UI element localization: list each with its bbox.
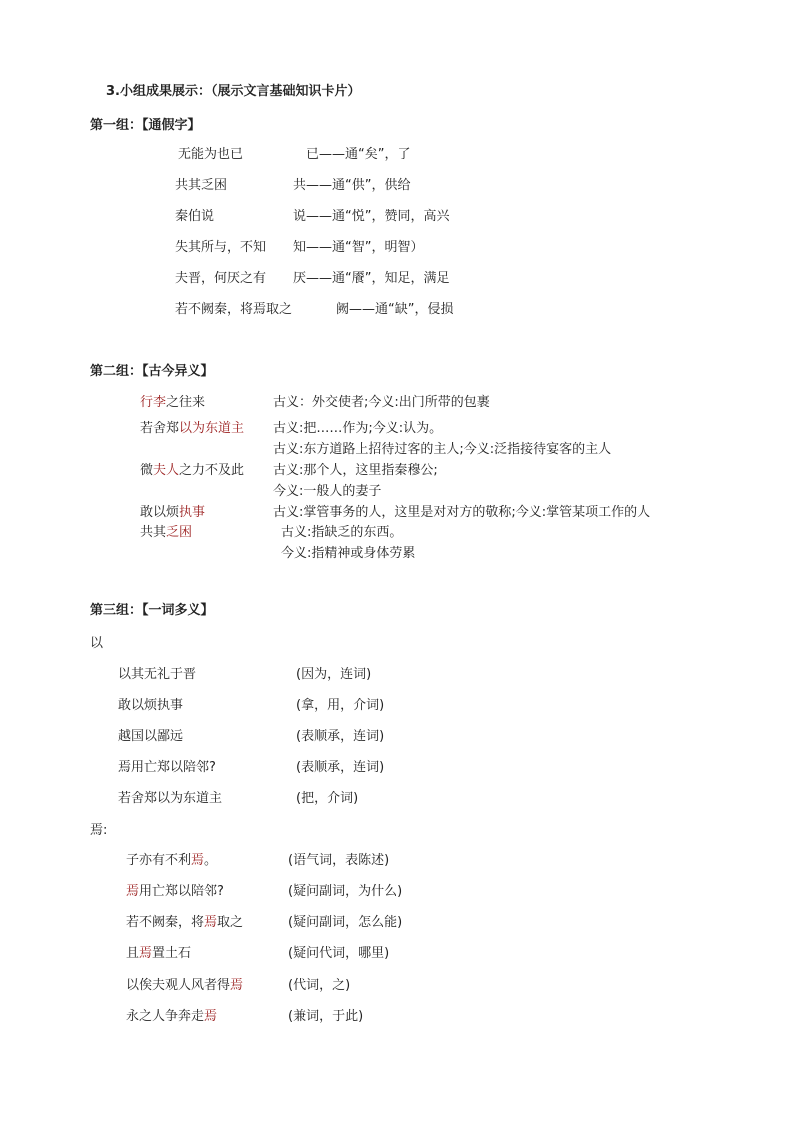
group2-meaning: 古义：外交使者;今义:出门所带的包裹	[273, 395, 490, 410]
phrase-text: 之力不及此	[179, 463, 245, 478]
group1-note: 知——通“智”，明智）	[293, 240, 424, 255]
phrase-part: 若舍郑	[118, 791, 158, 806]
phrase-part: 以	[131, 698, 145, 713]
example-phrase	[126, 884, 224, 900]
usage-note: (表顺承，连词)	[296, 729, 385, 744]
usage-note: (表顺承，连词)	[296, 760, 385, 775]
phrase-text: 若舍郑	[140, 421, 180, 436]
group1-phrase: 夫晋，何厌之有	[175, 271, 267, 286]
phrase-part: 永之人争奔走	[126, 1009, 205, 1024]
group2-meaning: 古义:东方道路上招待过客的主人;今义:泛指接待宴客的主人	[273, 442, 612, 457]
usage-note: (兼词，于此)	[288, 1009, 364, 1024]
highlighted-word: 焉	[126, 884, 140, 899]
phrase-part: 烦执事	[144, 698, 184, 713]
phrase-part: 其无礼于晋	[131, 667, 197, 682]
group1-note: 共——通“供”，供给	[293, 178, 411, 193]
phrase-part: 置土石	[152, 946, 192, 961]
example-phrase	[118, 760, 216, 776]
phrase-part: 取之	[217, 915, 244, 930]
phrase-part: 以	[118, 667, 132, 682]
highlighted-word: 以为东道主	[179, 421, 245, 436]
group2-meaning: 古义:把……作为;今义:认为。	[273, 421, 443, 436]
example-phrase	[118, 698, 183, 714]
group1-phrase: 失其所与，不知	[175, 240, 267, 255]
group2-phrase	[140, 505, 205, 521]
usage-note: (语气词，表陈述)	[288, 853, 390, 868]
example-phrase	[126, 915, 243, 931]
phrase-part: 。	[204, 853, 218, 868]
example-phrase	[126, 978, 243, 994]
example-phrase	[126, 1009, 217, 1025]
group2-title: 第二组：【古今异义】	[90, 364, 214, 379]
phrase-part: 且	[126, 946, 140, 961]
phrase-text: 微	[140, 463, 154, 478]
phrase-text: 敢以烦	[140, 505, 180, 520]
example-phrase	[118, 791, 222, 807]
group1-note: 说——通“悦”，赞同，高兴	[293, 209, 450, 224]
example-phrase	[126, 946, 191, 962]
phrase-part: 敢	[118, 698, 132, 713]
group1-note: 厌——通“餍”，知足，满足	[293, 271, 450, 286]
highlighted-word: 乏困	[166, 525, 193, 540]
phrase-part: 以	[170, 760, 184, 775]
example-phrase	[118, 729, 183, 745]
group2-phrase	[140, 421, 244, 437]
phrase-part: 以俟夫观人风者得	[126, 978, 231, 993]
group1-note: 阙——通“缺”，侵损	[336, 302, 454, 317]
phrase-part: 若不阙秦，将	[126, 915, 205, 930]
phrase-text: 共其	[140, 525, 167, 540]
group2-phrase	[140, 525, 192, 541]
example-phrase	[126, 853, 217, 869]
phrase-part: 鄙远	[157, 729, 184, 744]
phrase-part: 用亡郑以陪邻?	[139, 884, 224, 899]
usage-note: (疑问代词，哪里)	[288, 946, 390, 961]
highlighted-word: 夫人	[153, 463, 180, 478]
usage-note: (代词，之)	[288, 978, 351, 993]
highlighted-word: 行李	[140, 395, 167, 410]
phrase-part: 越国	[118, 729, 145, 744]
phrase-part: 焉用亡郑	[118, 760, 171, 775]
phrase-part: 为东道主	[170, 791, 223, 806]
usage-note: (疑问副词，怎么能)	[288, 915, 403, 930]
group2-meaning: 古义:那个人，这里指秦穆公;	[273, 463, 438, 478]
highlighted-word: 执事	[179, 505, 206, 520]
phrase-part: 陪邻?	[183, 760, 216, 775]
phrase-text: 之往来	[166, 395, 206, 410]
group1-phrase: 无能为也已	[178, 147, 244, 162]
group2-meaning: 古义:掌管事务的人，这里是对对方的敬称;今义:掌管某项工作的人	[273, 505, 651, 520]
word-heading: 以	[90, 636, 104, 651]
section-heading: 3.小组成果展示：（展示文言基础知识卡片）	[106, 84, 361, 99]
word-heading: 焉:	[90, 823, 108, 838]
group1-phrase: 共其乏困	[175, 178, 228, 193]
usage-note: (拿，用，介词)	[296, 698, 385, 713]
group1-title: 第一组：【通假字】	[90, 118, 201, 133]
usage-note: (因为，连词)	[296, 667, 372, 682]
highlighted-word: 焉	[204, 915, 218, 930]
usage-note: (疑问副词，为什么)	[288, 884, 403, 899]
example-phrase	[118, 667, 196, 683]
usage-note: (把，介词)	[296, 791, 359, 806]
highlighted-word: 焉	[204, 1009, 218, 1024]
phrase-part: 以	[157, 791, 171, 806]
group2-meaning: 古义:指缺乏的东西。	[281, 525, 403, 540]
group1-note: 已——通“矣”，了	[306, 147, 411, 162]
phrase-part: 子亦有不利	[126, 853, 192, 868]
group1-phrase: 若不阙秦，将焉取之	[175, 302, 293, 317]
group2-meaning: 今义:一般人的妻子	[273, 484, 382, 499]
group2-phrase	[140, 463, 244, 479]
highlighted-word: 焉	[230, 978, 244, 993]
highlighted-word: 焉	[191, 853, 205, 868]
group2-phrase	[140, 395, 205, 411]
phrase-part: 以	[144, 729, 158, 744]
group2-meaning: 今义:指精神或身体劳累	[281, 546, 416, 561]
group3-title: 第三组：【一词多义】	[90, 603, 214, 618]
highlighted-word: 焉	[139, 946, 153, 961]
group1-phrase: 秦伯说	[175, 209, 215, 224]
